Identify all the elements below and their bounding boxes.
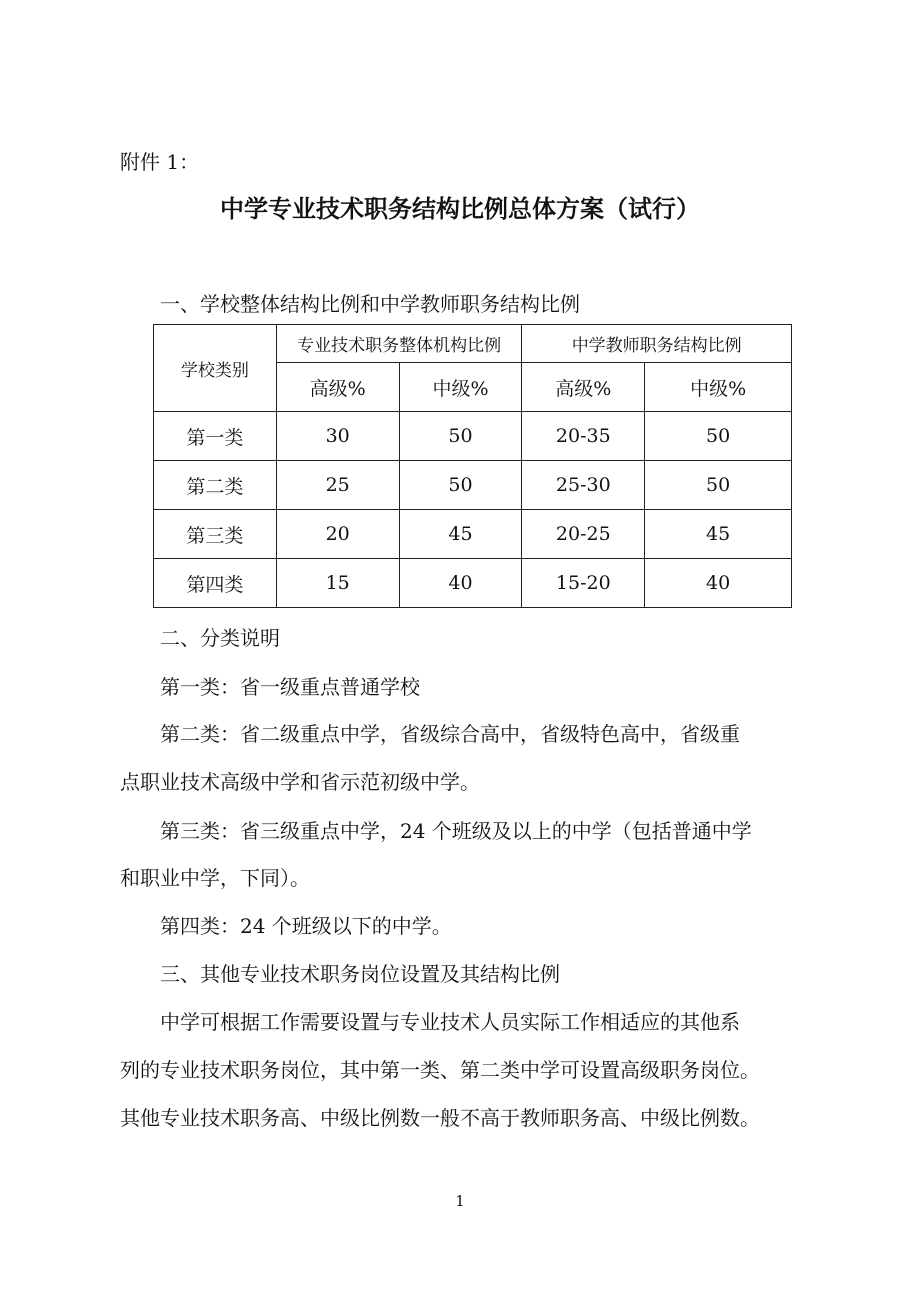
table-row — [154, 412, 792, 461]
cell-overall-senior: 25 — [276, 461, 399, 510]
row-category: 第四类 — [154, 559, 277, 608]
cell-overall-senior: 30 — [276, 412, 399, 461]
table-row — [154, 461, 792, 510]
ratio-table — [153, 324, 792, 608]
cell-overall-middle: 50 — [399, 461, 522, 510]
cell-overall-middle: 50 — [399, 412, 522, 461]
paragraph-line-1: 中学可根据工作需要设置与专业技术人员实际工作相适应的其他系 — [160, 1010, 740, 1034]
subheader-senior: 高级% — [276, 363, 399, 412]
table-row — [154, 559, 792, 608]
paragraph-line-2: 列的专业技术职务岗位，其中第一类、第二类中学可设置高级职务岗位。 — [120, 1058, 760, 1082]
class-3-description-line1: 第三类：省三级重点中学，24 个班级及以上的中学（包括普通中学 — [160, 819, 752, 843]
cell-overall-middle: 45 — [399, 510, 522, 559]
cell-overall-senior: 15 — [276, 559, 399, 608]
document-title: 中学专业技术职务结构比例总体方案（试行） — [220, 195, 700, 223]
cell-teacher-middle: 50 — [645, 412, 792, 461]
class-1-description: 第一类：省一级重点普通学校 — [160, 675, 420, 699]
cell-teacher-senior: 20-25 — [522, 510, 645, 559]
class-2-description-line2: 点职业技术高级中学和省示范初级中学。 — [120, 770, 480, 794]
cell-teacher-middle: 40 — [645, 559, 792, 608]
row-category: 第二类 — [154, 461, 277, 510]
paragraph-line-3: 其他专业技术职务高、中级比例数一般不高于教师职务高、中级比例数。 — [120, 1106, 760, 1130]
subheader-middle: 中级% — [399, 363, 522, 412]
page-number: 1 — [455, 1192, 465, 1210]
cell-teacher-senior: 15-20 — [522, 559, 645, 608]
subheader-senior: 高级% — [522, 363, 645, 412]
table-row — [154, 510, 792, 559]
cell-overall-senior: 20 — [276, 510, 399, 559]
class-2-description-line1: 第二类：省二级重点中学，省级综合高中，省级特色高中，省级重 — [160, 722, 740, 746]
header-overall-ratio: 专业技术职务整体机构比例 — [276, 325, 522, 363]
class-3-description-line2: 和职业中学，下同）。 — [120, 866, 310, 890]
row-category: 第三类 — [154, 510, 277, 559]
cell-overall-middle: 40 — [399, 559, 522, 608]
header-teacher-ratio: 中学教师职务结构比例 — [522, 325, 792, 363]
cell-teacher-middle: 50 — [645, 461, 792, 510]
section-1-heading: 一、学校整体结构比例和中学教师职务结构比例 — [160, 292, 580, 316]
header-school-category: 学校类别 — [154, 325, 277, 412]
cell-teacher-middle: 45 — [645, 510, 792, 559]
section-2-heading: 二、分类说明 — [160, 626, 280, 650]
subheader-middle: 中级% — [645, 363, 792, 412]
cell-teacher-senior: 25-30 — [522, 461, 645, 510]
class-4-description: 第四类：24 个班级以下的中学。 — [160, 914, 452, 938]
row-category: 第一类 — [154, 412, 277, 461]
cell-teacher-senior: 20-35 — [522, 412, 645, 461]
attachment-label: 附件 1： — [120, 150, 200, 174]
section-3-heading: 三、其他专业技术职务岗位设置及其结构比例 — [160, 962, 560, 986]
